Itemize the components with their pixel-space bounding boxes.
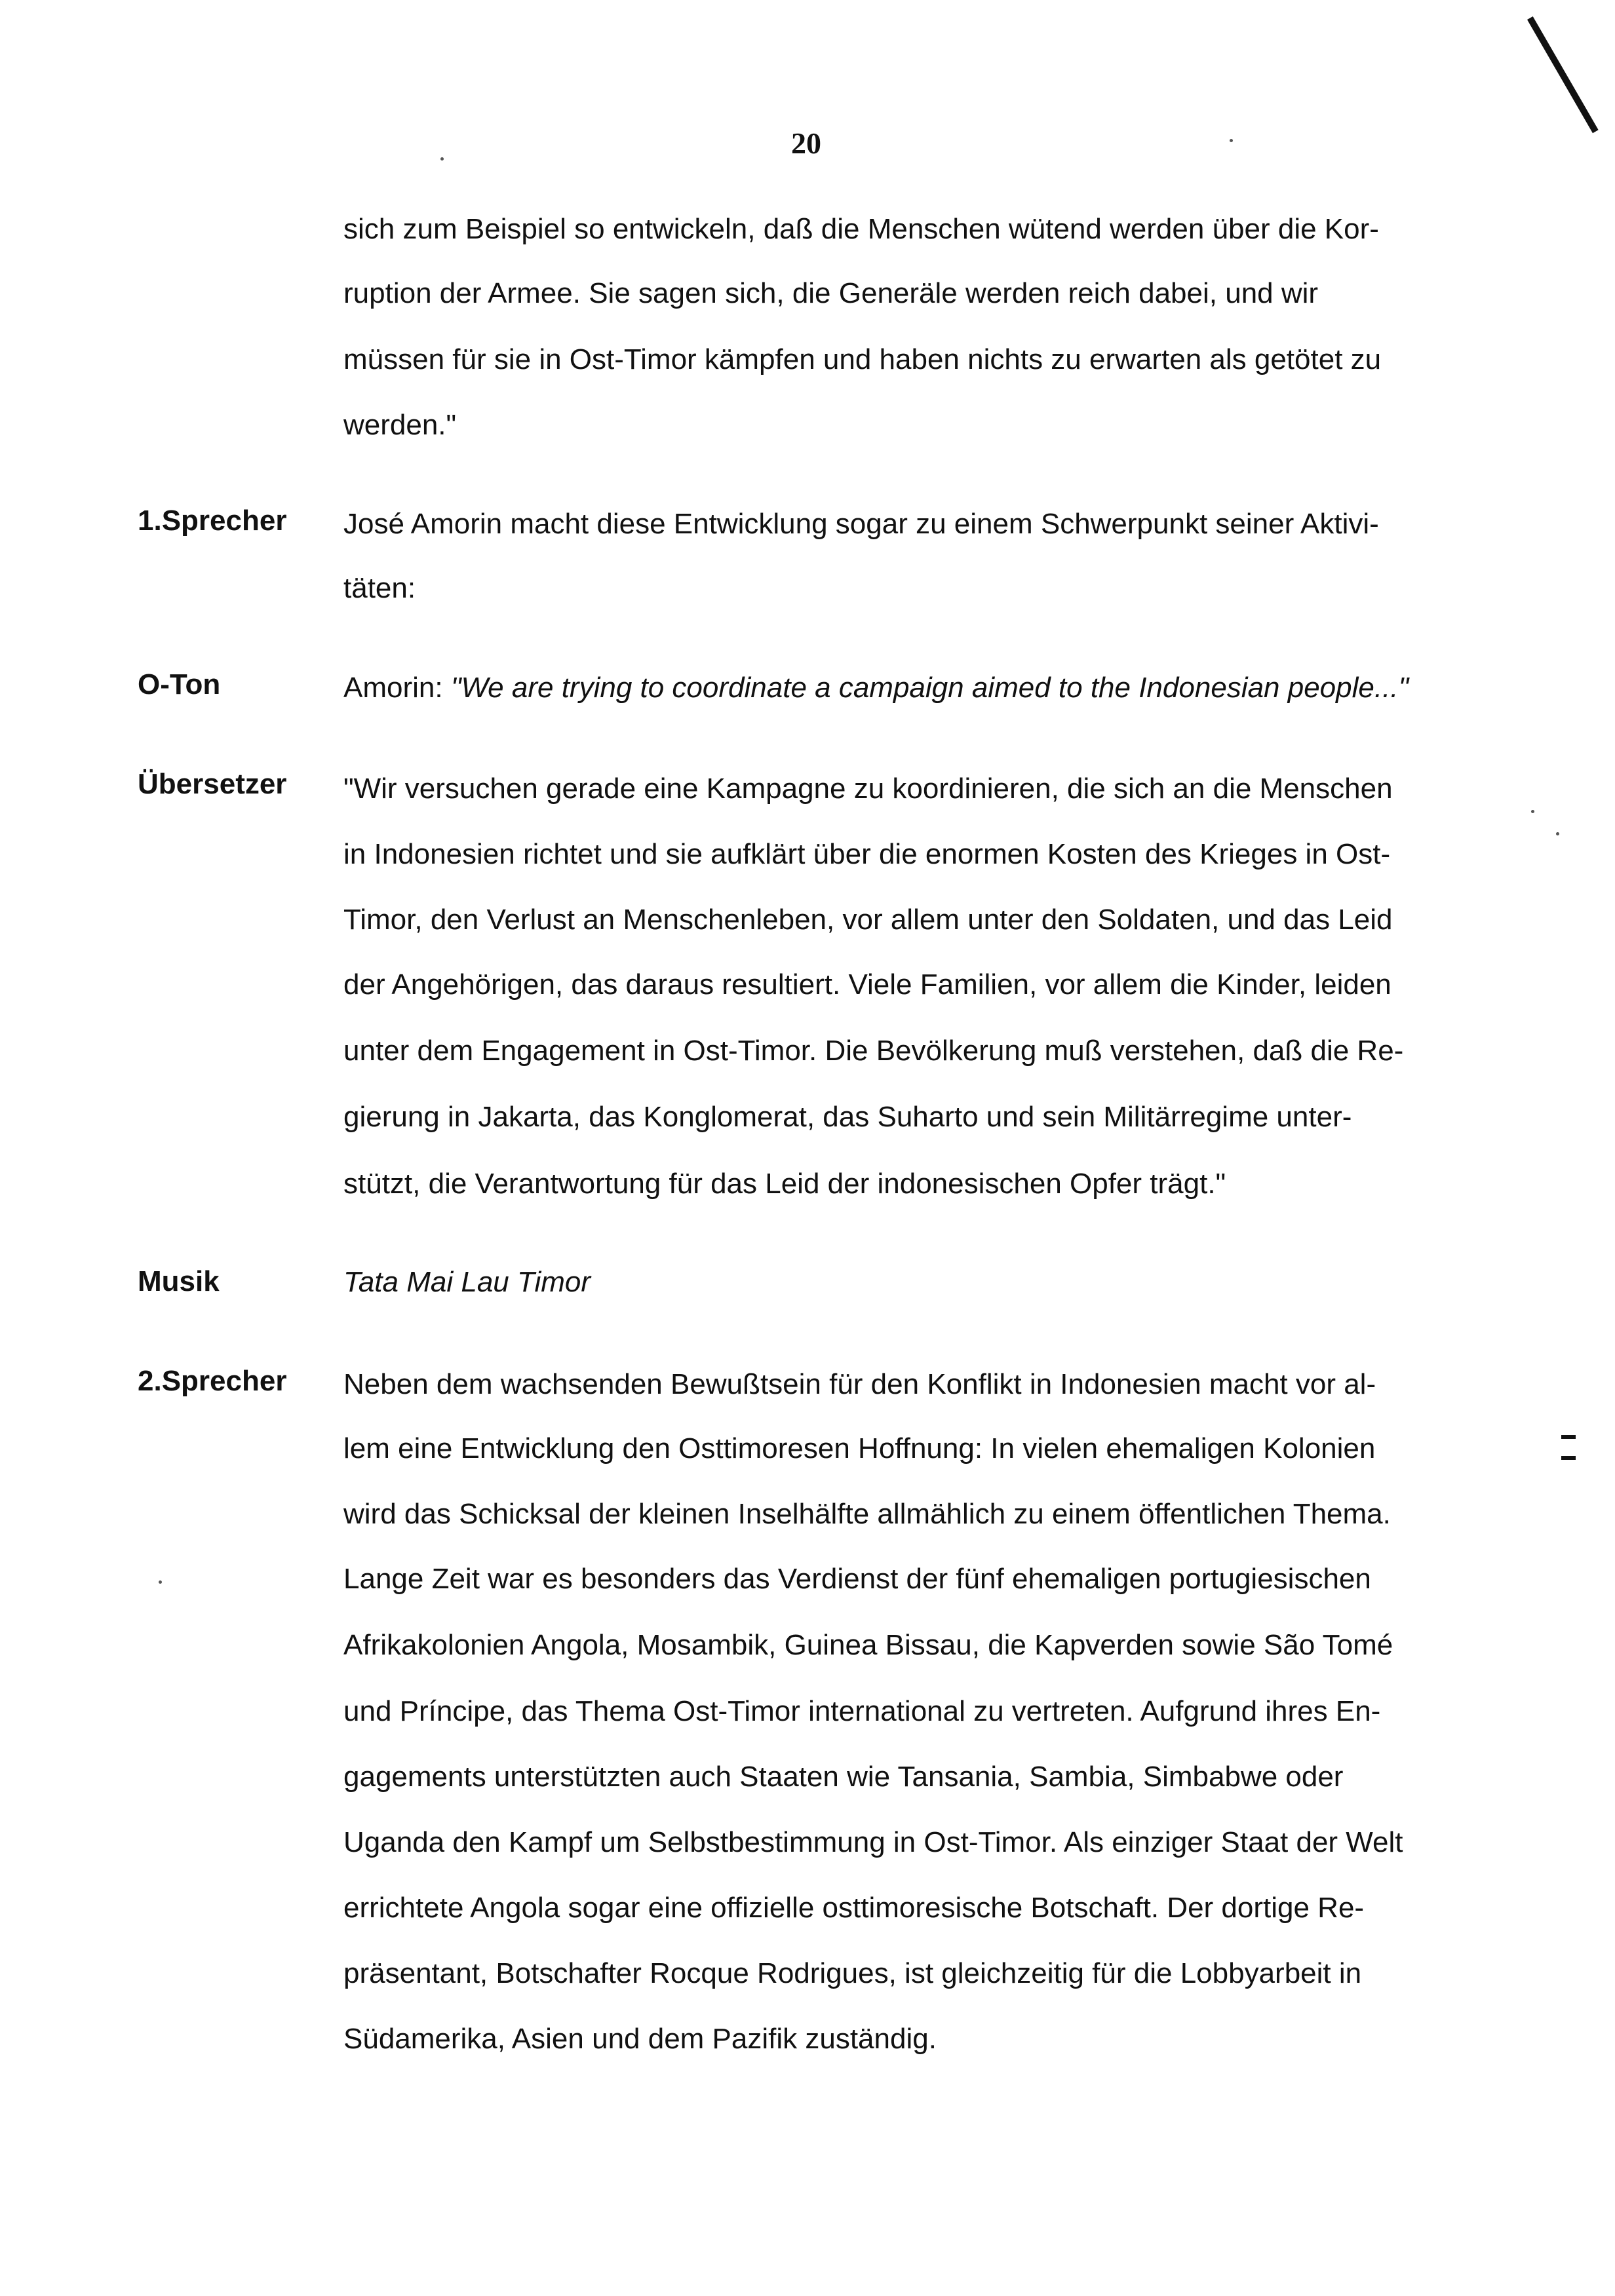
section-line: gagements unterstützten auch Staaten wie Tansania, Sambia, Simbabwe oder xyxy=(343,1761,1344,1793)
section-line: gierung in Jakarta, das Konglomerat, das Suharto und sein Militärregime unter- xyxy=(343,1101,1352,1133)
scan-speck xyxy=(1230,139,1233,142)
o-ton-speaker-prefix: Amorin: xyxy=(343,672,451,704)
o-ton-english-quote: "We are trying to coordinate a campaign aimed to the Indonesian people..." xyxy=(450,672,1409,704)
scan-mark-top-right xyxy=(1527,16,1599,133)
o-ton-quote xyxy=(343,672,1409,704)
intro-line: müssen für sie in Ost-Timor kämpfen und haben nichts zu erwarten als getötet zu xyxy=(343,343,1382,375)
speaker-label-o-ton: O-Ton xyxy=(138,668,221,700)
section-line: stützt, die Verantwortung für das Leid der indonesischen Opfer trägt." xyxy=(343,1168,1226,1200)
section-line-o-ton xyxy=(343,674,1497,702)
intro-line: sich zum Beispiel so entwickeln, daß die Menschen wütend werden über die Kor- xyxy=(343,213,1379,245)
scan-speck xyxy=(1531,810,1534,813)
section-line: unter dem Engagement in Ost-Timor. Die Bevölkerung muß verstehen, daß die Re- xyxy=(343,1035,1404,1067)
section-line: täten: xyxy=(343,572,416,604)
scan-mark-right-edge-2 xyxy=(1561,1456,1576,1460)
section-line: in Indonesien richtet und sie aufklärt über die enormen Kosten des Krieges in Ost- xyxy=(343,838,1391,870)
intro-line: werden." xyxy=(343,409,457,441)
section-line: lem eine Entwicklung den Osttimoresen Hoffnung: In vielen ehemaligen Kolonien xyxy=(343,1432,1376,1464)
section-line: wird das Schicksal der kleinen Inselhälfte allmählich zu einem öffentlichen Thema. xyxy=(343,1498,1391,1530)
scan-speck xyxy=(1556,832,1559,835)
speaker-label-2-sprecher: 2.Sprecher xyxy=(138,1365,287,1397)
intro-line: ruption der Armee. Sie sagen sich, die Generäle werden reich dabei, und wir xyxy=(343,277,1319,309)
section-line: Afrikakolonien Angola, Mosambik, Guinea Bissau, die Kapverden sowie São Tomé xyxy=(343,1629,1393,1661)
section-line: präsentant, Botschafter Rocque Rodrigues, ist gleichzeitig für die Lobbyarbeit in xyxy=(343,1957,1362,1989)
section-line: Südamerika, Asien und dem Pazifik zuständig. xyxy=(343,2023,937,2055)
section-line: errichtete Angola sogar eine offizielle osttimoresische Botschaft. Der dortige Re- xyxy=(343,1892,1365,1924)
scan-speck xyxy=(159,1580,162,1584)
scan-mark-right-edge xyxy=(1561,1435,1576,1439)
section-line: José Amorin macht diese Entwicklung sogar zu einem Schwerpunkt seiner Aktivi- xyxy=(343,508,1379,540)
section-line: Timor, den Verlust an Menschenleben, vor allem unter den Soldaten, und das Leid xyxy=(343,904,1393,936)
speaker-label-uebersetzer: Übersetzer xyxy=(138,768,287,800)
page-number: 20 xyxy=(791,126,821,160)
music-title: Tata Mai Lau Timor xyxy=(343,1266,591,1298)
speaker-label-1-sprecher: 1.Sprecher xyxy=(138,505,287,537)
section-line: der Angehörigen, das daraus resultiert. Viele Familien, vor allem die Kinder, leiden xyxy=(343,968,1391,1001)
section-line: Neben dem wachsenden Bewußtsein für den Konflikt in Indonesien macht vor al- xyxy=(343,1368,1376,1400)
section-line: Lange Zeit war es besonders das Verdienst der fünf ehemaligen portugiesischen xyxy=(343,1563,1371,1595)
section-line: und Príncipe, das Thema Ost-Timor international zu vertreten. Aufgrund ihres En- xyxy=(343,1695,1381,1727)
speaker-label-musik: Musik xyxy=(138,1265,220,1297)
scan-speck xyxy=(440,157,444,161)
section-line: "Wir versuchen gerade eine Kampagne zu koordinieren, die sich an die Menschen xyxy=(343,773,1393,805)
section-line: Uganda den Kampf um Selbstbestimmung in Ost-Timor. Als einziger Staat der Welt xyxy=(343,1826,1403,1858)
